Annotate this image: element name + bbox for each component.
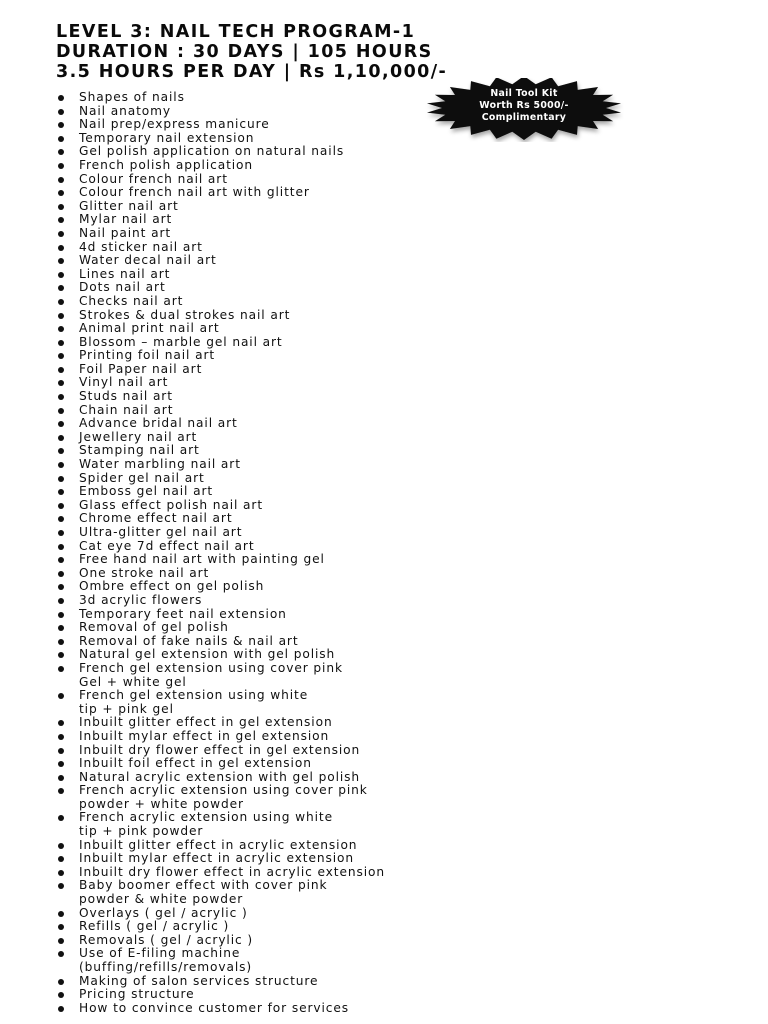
bullet-icon [58,462,64,468]
list-item [58,1002,618,1016]
bullet-icon [58,571,64,577]
list-item-text: Water decal nail art [79,253,217,268]
list-item [58,608,618,622]
list-item [58,417,618,431]
list-item [58,309,618,323]
bullet-icon [58,788,64,794]
bullet-icon [58,380,64,386]
list-item [58,404,618,418]
list-item-text: Pricing structure [79,987,195,1002]
list-item [58,716,618,730]
bullet-icon [58,761,64,767]
list-item-text: Dots nail art [79,280,166,295]
list-item [58,621,618,635]
bullet-icon [58,408,64,414]
program-header [56,22,656,82]
list-item-text: 3d acrylic flowers [79,592,203,607]
list-item-text: Colour french nail art with glitter [79,185,310,200]
list-item-text: Gel polish application on natural nails [79,144,345,159]
bullet-icon [58,163,64,169]
bullet-icon [58,911,64,917]
list-item [58,200,618,214]
list-item [58,757,618,771]
list-item [58,281,618,295]
list-item-text: Baby boomer effect with cover pink powder & white powder [79,878,328,907]
bullet-icon [58,652,64,658]
list-item-text: Glass effect polish nail art [79,497,264,512]
badge-line-1: Nail Tool Kit [490,88,558,99]
badge-line-2: Worth Rs 5000/- [479,100,569,111]
list-item [58,635,618,649]
list-item [58,920,618,934]
list-item-text: Natural acrylic extension with gel polish [79,769,361,784]
list-item-text: French gel extension using white tip + pink gel [79,688,309,716]
list-item-text: Water marbling nail art [79,457,241,472]
list-item [58,431,618,445]
list-item [58,295,618,309]
bullet-icon [58,516,64,522]
bullet-icon [58,870,64,876]
bullet-icon [58,394,64,400]
bullet-icon [58,326,64,332]
list-item [58,444,618,458]
list-item [58,567,618,581]
list-item [58,540,618,554]
list-item-text: Spider gel nail art [79,470,205,485]
bullet-icon [58,625,64,631]
list-item-text: Inbuilt glitter effect in gel extension [79,715,333,730]
list-item [58,118,618,132]
list-item-text: Foil Paper nail art [79,361,203,376]
list-item-text: Lines nail art [79,266,171,281]
bullet-icon [58,666,64,672]
list-item [58,254,618,268]
bullet-icon [58,258,64,264]
list-item-text: Nail paint art [79,225,172,240]
bullet-icon [58,979,64,985]
bullet-icon [58,421,64,427]
bullet-icon [58,856,64,862]
list-item [58,472,618,486]
bullet-icon [58,95,64,101]
bullet-icon [58,109,64,115]
bullet-icon [58,1006,64,1012]
list-item-text: Removal of fake nails & nail art [79,633,299,648]
list-item [58,784,618,811]
list-item [58,213,618,227]
bullet-icon [58,693,64,699]
bullet-icon [58,598,64,604]
list-item-text: 4d sticker nail art [79,239,203,254]
list-item [58,648,618,662]
list-item-text: French gel extension using cover pink Gel + white gel [79,660,343,689]
list-item [58,376,618,390]
list-item [58,322,618,336]
list-item-text: Temporary nail extension [79,130,255,145]
bullet-icon [58,992,64,998]
list-item [58,730,618,744]
list-item-text: Animal print nail art [79,321,220,336]
bullet-icon [58,367,64,373]
header-duration: DURATION : 30 DAYS | 105 HOURS [56,42,433,62]
bullet-icon [58,177,64,183]
bullet-icon [58,938,64,944]
list-item-text: How to convince customer for services [79,1000,350,1015]
list-item-text: French acrylic extension using white tip + pink powder [79,810,333,839]
list-item-text: Chain nail art [79,402,174,417]
list-item-text: Refills ( gel / acrylic ) [79,919,230,934]
list-item [58,132,618,146]
list-item-text: Inbuilt mylar effect in gel extension [79,728,330,743]
list-item-text: Studs nail art [79,389,173,404]
list-item-text: Shapes of nails [79,90,185,104]
list-item-text: Glitter nail art [79,198,179,213]
bullet-icon [58,734,64,740]
bullet-icon [58,924,64,930]
list-item-text: Jewellery nail art [79,429,198,444]
list-item-text: Strokes & dual strokes nail art [79,307,291,322]
list-item [58,852,618,866]
list-item-text: Mylar nail art [79,212,173,227]
bullet-icon [58,231,64,237]
bullet-icon [58,815,64,821]
list-item-text: Nail prep/express manicure [79,117,270,132]
list-item [58,580,618,594]
bullet-icon [58,557,64,563]
list-item [58,512,618,526]
list-item-text: Vinyl nail art [79,375,169,390]
list-item-text: Use of E-filing machine (buffing/refills/removals) [79,946,253,974]
bullet-icon [58,149,64,155]
list-item [58,499,618,513]
list-item-text: Removals ( gel / acrylic ) [79,932,254,947]
list-item [58,91,618,105]
bullet-icon [58,299,64,305]
list-item [58,105,618,119]
list-item-text: Temporary feet nail extension [79,606,287,621]
bullet-icon [58,503,64,509]
list-item [58,689,618,716]
list-item-text: French acrylic extension using cover pink powder + white powder [79,783,368,811]
bullet-icon [58,951,64,957]
list-item [58,934,618,948]
bullet-icon [58,476,64,482]
list-item [58,241,618,255]
list-item [58,771,618,785]
bullet-icon [58,313,64,319]
bullet-icon [58,843,64,849]
list-item [58,159,618,173]
list-item-text: One stroke nail art [79,565,210,580]
bullet-icon [58,122,64,128]
list-item [58,988,618,1002]
list-item-text: Inbuilt dry flower effect in gel extension [79,742,361,757]
list-item-text: Advance bridal nail art [79,416,238,431]
list-item [58,662,618,689]
list-item-text: Nail anatomy [79,103,172,118]
bullet-icon [58,720,64,726]
bullet-icon [58,748,64,754]
bullet-icon [58,639,64,645]
bullet-icon [58,136,64,142]
bullet-icon [58,530,64,536]
bullet-icon [58,584,64,590]
bullet-icon [58,883,64,889]
list-item [58,458,618,472]
bullet-icon [58,204,64,210]
list-item-text: Checks nail art [79,293,184,308]
list-item [58,227,618,241]
header-hours-price: 3.5 HOURS PER DAY | Rs 1,10,000/- [56,62,448,82]
list-item-text: Overlays ( gel / acrylic ) [79,905,248,920]
list-item [58,594,618,608]
bullet-icon [58,340,64,346]
bullet-icon [58,245,64,251]
bullet-icon [58,775,64,781]
list-item-text: Inbuilt mylar effect in acrylic extension [79,851,354,866]
bullet-icon [58,272,64,278]
topic-list [58,91,618,1015]
list-item-text: Ombre effect on gel polish [79,579,265,594]
bullet-icon [58,489,64,495]
list-item-text: Emboss gel nail art [79,484,214,499]
list-item [58,947,618,974]
list-item [58,907,618,921]
list-item-text: Natural gel extension with gel polish [79,647,336,662]
bullet-icon [58,612,64,618]
list-item-text: Colour french nail art [79,171,228,186]
list-item [58,390,618,404]
bullet-icon [58,448,64,454]
list-item [58,839,618,853]
list-item [58,336,618,350]
list-item [58,349,618,363]
list-item [58,975,618,989]
list-item [58,866,618,880]
list-item-text: Inbuilt foil effect in gel extension [79,756,312,771]
list-item-text: Inbuilt glitter effect in acrylic extension [79,837,358,852]
list-item [58,526,618,540]
bullet-icon [58,353,64,359]
list-item-text: Cat eye 7d effect nail art [79,538,255,553]
list-item [58,173,618,187]
list-item-text: Inbuilt dry flower effect in acrylic extension [79,864,385,879]
list-item [58,145,618,159]
badge-line-3: Complimentary [481,112,567,123]
list-item-text: French polish application [79,157,254,172]
list-item [58,744,618,758]
list-item-text: Printing foil nail art [79,348,216,363]
list-item-text: Removal of gel polish [79,620,229,635]
list-item [58,553,618,567]
list-item-text: Making of salon services structure [79,973,319,988]
list-item [58,879,618,906]
list-item-text: Free hand nail art with painting gel [79,552,325,567]
list-item-text: Stamping nail art [79,443,200,458]
bullet-icon [58,285,64,291]
list-item-text: Ultra-glitter gel nail art [79,525,243,539]
list-item [58,811,618,838]
bullet-icon [58,217,64,223]
bullet-icon [58,190,64,196]
list-item [58,268,618,282]
list-item [58,186,618,200]
bullet-icon [58,435,64,441]
bullet-icon [58,544,64,550]
list-item [58,485,618,499]
list-item-text: Blossom – marble gel nail art [79,334,283,349]
header-level-title: LEVEL 3: NAIL TECH PROGRAM-1 [56,22,416,42]
list-item [58,363,618,377]
list-item-text: Chrome effect nail art [79,511,233,526]
